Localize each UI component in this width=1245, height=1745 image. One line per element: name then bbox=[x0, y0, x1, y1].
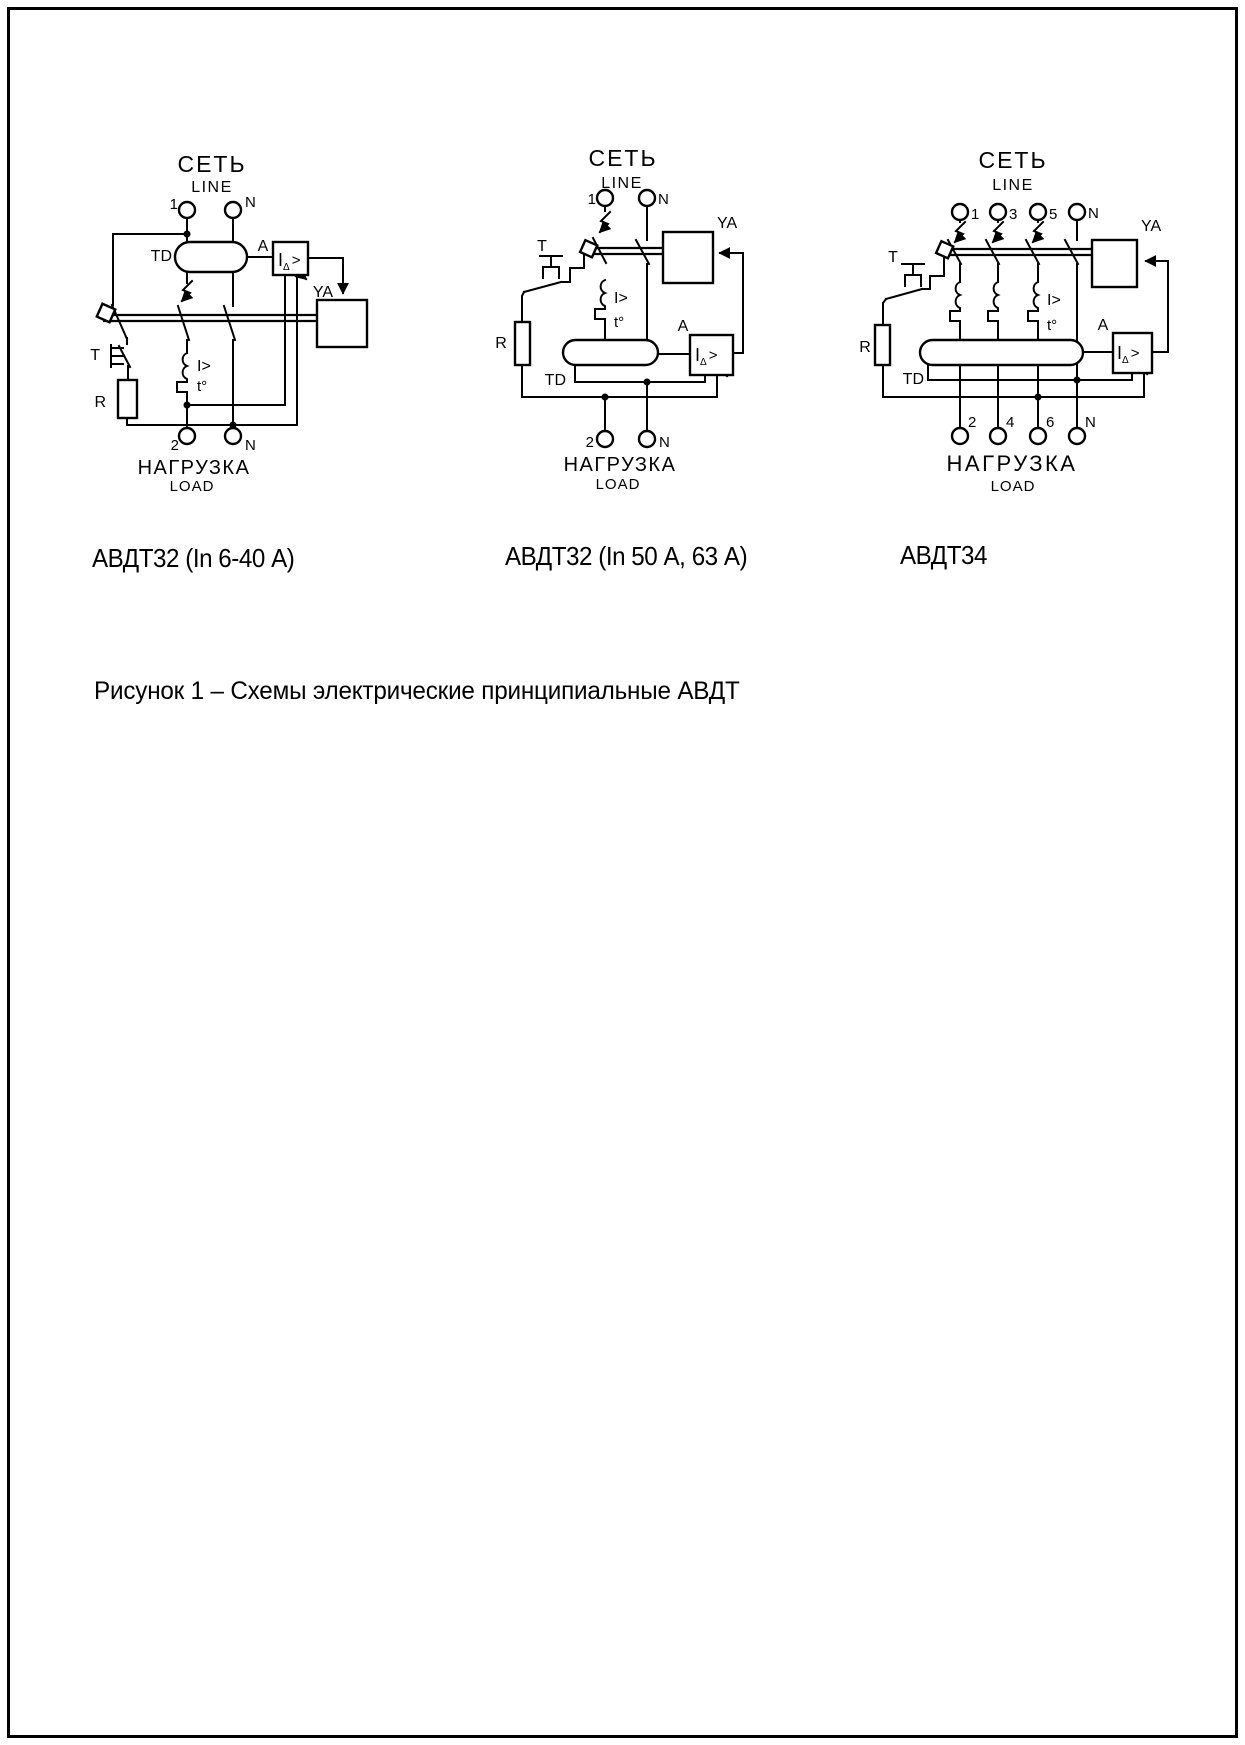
test-resistor bbox=[118, 380, 137, 418]
junction-dot bbox=[184, 231, 191, 238]
module-label: A bbox=[257, 238, 269, 255]
terminal-label: 3 bbox=[1009, 206, 1018, 223]
terminal-top-n bbox=[225, 202, 241, 218]
diagram-avdt32-50-63 bbox=[495, 145, 743, 493]
test-resistor bbox=[875, 325, 890, 365]
net-label-en: LINE bbox=[601, 175, 643, 192]
thermal-label: t° bbox=[614, 314, 625, 331]
diagram-caption-avdt34: АВДТ34 bbox=[900, 540, 987, 570]
terminal-label: 1 bbox=[971, 206, 980, 223]
thermal-label: t° bbox=[1047, 317, 1058, 334]
module-label: A bbox=[1097, 317, 1109, 334]
junction-dot bbox=[1035, 394, 1042, 401]
magnetic-release-arrow-icon bbox=[993, 222, 1003, 242]
release-coil-box bbox=[317, 300, 367, 347]
thermal-label: t° bbox=[197, 378, 208, 395]
terminal-top-3 bbox=[990, 204, 1006, 220]
terminal-label: N bbox=[1088, 205, 1099, 222]
transformer-label: TD bbox=[150, 248, 172, 265]
diff-module-text: $I_\Delta$ > bbox=[1117, 343, 1140, 366]
trip-signal-riser bbox=[733, 253, 743, 353]
magnetic-release-arrow-icon bbox=[600, 212, 610, 232]
terminal-label: 6 bbox=[1046, 414, 1055, 431]
terminal-label: 2 bbox=[968, 414, 977, 431]
terminal-label: 2 bbox=[585, 434, 594, 451]
terminal-label: N bbox=[1085, 414, 1096, 431]
differential-transformer bbox=[175, 242, 247, 272]
magnetic-release-arrow-icon bbox=[1033, 222, 1043, 242]
release-label: YA bbox=[717, 215, 738, 232]
diagram-avdt32-6-40 bbox=[90, 151, 367, 495]
release-label: YA bbox=[312, 284, 334, 301]
release-label: YA bbox=[1141, 218, 1162, 235]
test-button-icon bbox=[540, 256, 562, 278]
test-resistor bbox=[515, 322, 530, 365]
transformer-label: TD bbox=[544, 372, 566, 389]
junction-dot bbox=[644, 379, 651, 386]
net-label-ru: СЕТЬ bbox=[177, 151, 247, 177]
resistor-label: R bbox=[94, 394, 106, 411]
terminal-label: 4 bbox=[1006, 414, 1015, 431]
terminal-bottom-n bbox=[225, 428, 241, 444]
differential-transformer bbox=[563, 340, 658, 365]
terminal-bottom-4 bbox=[990, 428, 1006, 444]
net-label-ru: СЕТЬ bbox=[978, 147, 1048, 173]
terminal-top-n bbox=[639, 190, 655, 206]
transformer-label: TD bbox=[902, 371, 924, 388]
terminal-bottom-2 bbox=[179, 428, 195, 444]
terminal-bottom-n bbox=[1069, 428, 1085, 444]
terminal-bottom-n bbox=[639, 431, 655, 447]
terminal-label: N bbox=[245, 194, 256, 211]
terminal-top-n bbox=[1069, 204, 1085, 220]
terminal-label: 1 bbox=[587, 191, 596, 208]
terminal-top-1 bbox=[179, 202, 195, 218]
test-contact-blade bbox=[886, 289, 922, 299]
figure-caption: Рисунок 1 – Схемы электрические принципиальные АВДТ bbox=[94, 677, 740, 705]
load-label-en: LOAD bbox=[169, 478, 215, 495]
net-label-en: LINE bbox=[191, 179, 233, 196]
resistor-label: R bbox=[859, 339, 871, 356]
load-label-en: LOAD bbox=[990, 478, 1036, 495]
junction-dot bbox=[602, 394, 609, 401]
thermal-release-coil bbox=[595, 280, 605, 340]
release-coil-box bbox=[1092, 240, 1137, 287]
net-label-ru: СЕТЬ bbox=[588, 145, 658, 171]
terminal-label: 5 bbox=[1049, 206, 1058, 223]
diff-module-text: $I_\Delta$ > bbox=[278, 250, 301, 273]
thermal-release-coil bbox=[177, 353, 187, 405]
schematics-canvas bbox=[0, 0, 1245, 520]
junction-dot bbox=[230, 422, 237, 429]
diagram-caption-avdt32-6-40: АВДТ32 (In 6-40 А) bbox=[92, 543, 295, 573]
overcurrent-label: I> bbox=[1047, 292, 1061, 309]
load-label-ru: НАГРУЗКА bbox=[563, 454, 677, 476]
terminal-top-1 bbox=[952, 204, 968, 220]
diagram-avdt34 bbox=[859, 147, 1168, 495]
terminal-label: N bbox=[245, 437, 256, 454]
net-label-en: LINE bbox=[992, 177, 1034, 194]
junction-dot bbox=[184, 402, 191, 409]
test-button-icon bbox=[902, 264, 924, 286]
differential-transformer bbox=[920, 340, 1083, 365]
test-contact-blade bbox=[524, 282, 561, 292]
diff-module-text: $I_\Delta$ > bbox=[695, 345, 718, 368]
overcurrent-label: I> bbox=[614, 290, 628, 307]
terminal-label: 2 bbox=[170, 437, 179, 454]
magnetic-release-arrow-icon bbox=[955, 222, 965, 242]
module-label: A bbox=[677, 318, 689, 335]
release-coil-box bbox=[663, 232, 713, 283]
terminal-label: N bbox=[659, 434, 670, 451]
load-label-en: LOAD bbox=[595, 476, 641, 493]
contact-blades bbox=[593, 238, 649, 264]
terminal-bottom-6 bbox=[1030, 428, 1046, 444]
terminal-bottom-2 bbox=[952, 428, 968, 444]
terminal-bottom-2 bbox=[597, 431, 613, 447]
contact-blades bbox=[948, 240, 1078, 264]
test-button-label: T bbox=[90, 347, 100, 364]
junction-dot bbox=[1074, 377, 1081, 384]
terminal-top-1 bbox=[597, 190, 613, 206]
overcurrent-label: I> bbox=[197, 358, 211, 375]
trip-signal-riser bbox=[1152, 261, 1168, 352]
terminal-label: 1 bbox=[169, 196, 178, 213]
resistor-label: R bbox=[495, 335, 507, 352]
test-button-label: T bbox=[537, 238, 547, 255]
diagram-caption-avdt32-50-63: АВДТ32 (In 50 А, 63 А) bbox=[505, 541, 748, 571]
load-label-ru: НАГРУЗКА bbox=[137, 457, 251, 479]
load-label-ru: НАГРУЗКА bbox=[946, 451, 1078, 476]
terminal-label: N bbox=[658, 191, 669, 208]
test-button-icon bbox=[111, 345, 123, 367]
test-button-label: T bbox=[888, 249, 898, 266]
terminal-top-5 bbox=[1030, 204, 1046, 220]
